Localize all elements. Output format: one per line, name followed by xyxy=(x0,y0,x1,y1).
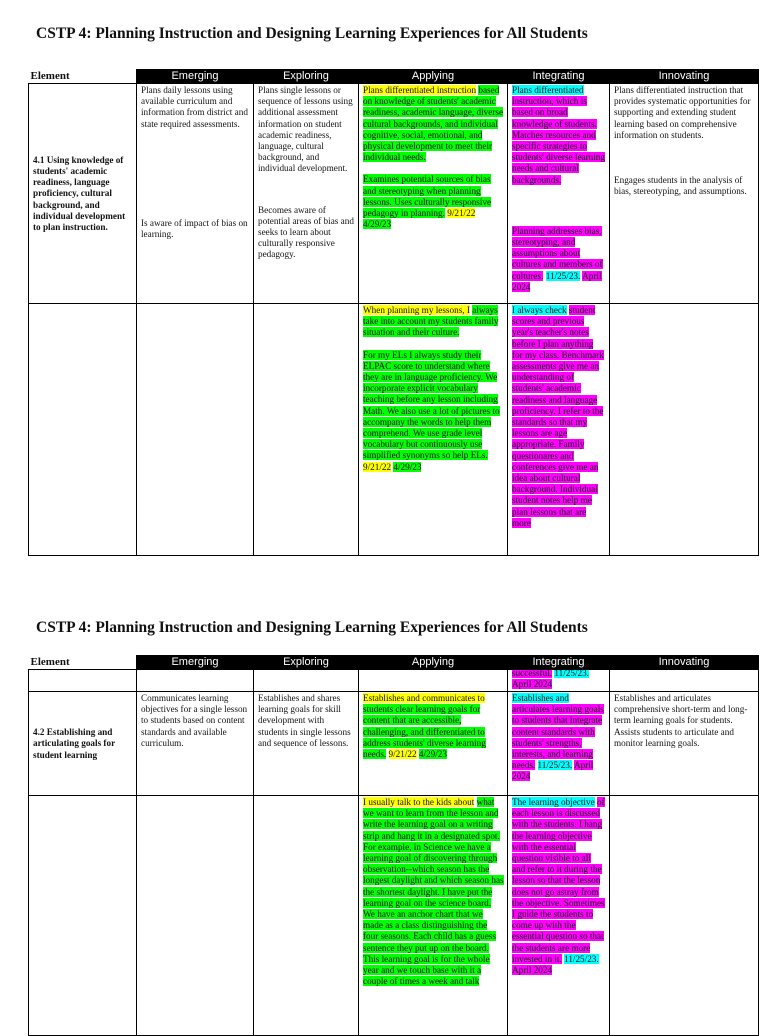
evidence-exploring-cell xyxy=(254,796,359,1036)
evidence-applying-cell xyxy=(359,796,508,1036)
evidence-emerging-cell xyxy=(137,796,254,1036)
integrating-bias-text: Planning addresses bias, stereotyping, and assumptions about cultures and members of cultures. xyxy=(512,225,603,281)
integrating-date-1: 11/25/23. xyxy=(537,760,573,771)
exploring-text: Establishes and shares learning goals for skill development with students in single lessons and sequence of lessons. xyxy=(258,693,351,748)
innovating-text-2: Engages students in the analysis of bias, stereotyping, and assumptions. xyxy=(614,175,747,197)
evidence-applying-cell xyxy=(359,304,508,556)
row-4-1 xyxy=(29,84,759,304)
col-innovating: Innovating xyxy=(610,656,759,670)
header-row xyxy=(29,70,759,84)
cell-exploring-4-1 xyxy=(254,84,359,304)
applying-highlight-yellow: Establishes and communicates to xyxy=(363,693,485,703)
evidence-integrating-magenta: student scores and previous year's teacher's notes before I plan anything for my class. Benchmark assessments give me an understanding of students' academic readiness and language proficiency. I refer to the standards so that my lessons are age appropriate. Family questionares and conferences give me an idea about cultural background. Individual student notes help me plan lessons that are more xyxy=(512,305,604,528)
evidence-exploring-cell xyxy=(254,304,359,556)
col-emerging: Emerging xyxy=(137,656,254,670)
evidence-integrating-cell xyxy=(508,304,610,556)
col-exploring: Exploring xyxy=(254,656,359,670)
evidence-element-cell xyxy=(29,304,137,556)
row-4-2-evidence xyxy=(29,796,759,1036)
element-4-2: 4.2 Establishing and articulating goals for student learning xyxy=(29,692,137,796)
evidence-innovating-cell xyxy=(610,304,759,556)
cell-innovating-4-1 xyxy=(610,84,759,304)
cell-integrating-4-1 xyxy=(508,84,610,304)
cont-integrating-date-1: 11/25/23. xyxy=(554,669,589,678)
col-innovating: Innovating xyxy=(610,70,759,84)
integrating-date-1: 11/25/23. xyxy=(545,270,581,281)
element-header: Element xyxy=(30,69,70,82)
cell-innovating-4-2 xyxy=(610,692,759,796)
integrating-date-2: April 2024 xyxy=(512,760,594,782)
innovating-text: Establishes and articulates comprehensive short-term and long-term learning goals for students. Assists students to articulate and monitor learning goals. xyxy=(614,693,748,748)
evidence-integrating-date-1: 11/25/23. xyxy=(564,953,599,964)
applying-date-1: 9/21/22 xyxy=(447,208,476,219)
evidence-applying-green: what we want to learn from the lesson and write the learning goal on a writing strip and hang it in a designated spot. For example, in Science we have a learning goal of discovering through observation--which season has the longest daylight and which season has the shortest daylight. I have put the learning goal on the science board. We have an anchor chart that we made as a class distinguishing the four seasons. Each child has a guess sentence they put up on the board. This learning goal is for the whole year and we touch base with it a couple of times a week and talk xyxy=(363,797,504,987)
continuation-row xyxy=(29,670,759,692)
cell-emerging-4-1 xyxy=(137,84,254,304)
cell-applying-4-2 xyxy=(359,692,508,796)
cell-exploring-4-2 xyxy=(254,692,359,796)
evidence-element-cell xyxy=(29,796,137,1036)
cont-applying-cell xyxy=(359,670,508,692)
evidence-emerging-cell xyxy=(137,304,254,556)
evidence-applying-els: For my ELs I always study their ELPAC score to understand where they are in language proficiency. We incorporate explicit vocabulary teaching before any lesson including Math. We also use a lot of pictures to accompany the words to help them comprehend. We use grade level vocabulary but continuously use simplified synonyms so help ELs. xyxy=(363,349,500,461)
cont-integrating-date-2: April 2024 xyxy=(512,679,553,690)
exploring-text-1: Plans single lessons or sequence of lessons using additional assessment information on student academic readiness, language, cultural background, and individual development. xyxy=(258,85,353,174)
evidence-applying-date-1: 9/21/22 xyxy=(363,461,392,472)
applying-date-2: 4/29/23 xyxy=(363,219,392,230)
evidence-integrating-cell xyxy=(508,796,610,1036)
rubric-table-4-1 xyxy=(28,69,759,556)
integrating-highlight-cyan: Plans differentiated xyxy=(512,85,584,95)
evidence-applying-green: always take into account my students family situation and their culture. xyxy=(363,305,499,338)
integrating-highlight-cyan: Establishes and xyxy=(512,693,569,703)
evidence-integrating-magenta: of each lesson is discussed with the students. I hang the learning objective with the essential question visible to all and refer to it during the lesson so that the lesson does not go astray from the objective. Sometimes I guide the students to come up with the essential question so that the students are more invested in it. xyxy=(512,797,605,964)
rubric-table-4-2 xyxy=(28,655,759,1036)
cont-emerging-cell xyxy=(137,670,254,692)
applying-highlight-green: students clear learning goals for content that are accessible, challenging, and differentiated to address students' diverse learning needs. xyxy=(363,704,486,760)
applying-highlight-green: based on knowledge of students' academic readiness, academic language, diverse cultural backgrounds, and individual cognitive, social, emotional, and physical development to meet their individual needs. xyxy=(363,85,504,163)
evidence-integrating-cyan: The learning objective xyxy=(512,797,595,807)
col-emerging: Emerging xyxy=(137,70,254,84)
element-header: Element xyxy=(30,655,70,668)
cont-innovating-cell xyxy=(610,670,759,692)
cont-exploring-cell xyxy=(254,670,359,692)
cont-integrating-cell xyxy=(508,670,610,692)
integrating-date-2: April 2024 xyxy=(512,270,602,292)
applying-date-2: 4/29/23 xyxy=(418,749,447,760)
col-integrating: Integrating xyxy=(508,656,610,670)
cell-applying-4-1 xyxy=(359,84,508,304)
row-4-1-evidence xyxy=(29,304,759,556)
header-row xyxy=(29,656,759,670)
emerging-text: Communicates learning objectives for a single lesson to students based on content standards and available curriculum. xyxy=(141,693,248,748)
applying-bias-text: Examines potential sources of bias and stereotyping when planning lessons. Uses culturally responsive pedagogy in planning. xyxy=(363,174,492,219)
cell-integrating-4-2 xyxy=(508,692,610,796)
evidence-applying-date-2: 4/29/23 xyxy=(393,461,422,472)
cont-integrating-text: successful. xyxy=(512,669,553,678)
integrating-highlight-magenta: instruction, which is based on broad knowledge of students. Matches resources and specific strategies to students' diverse learning needs and cultural backgrounds. xyxy=(512,96,605,185)
exploring-text-2: Becomes aware of potential areas of bias and seeks to learn about culturally responsive pedagogy. xyxy=(258,204,354,260)
evidence-integrating-cyan: I always check xyxy=(512,305,567,315)
innovating-text-1: Plans differentiated instruction that provides systematic opportunities for supporting and extending student learning based on comprehensive information on students. xyxy=(614,85,751,140)
evidence-innovating-cell xyxy=(610,796,759,1036)
applying-highlight-yellow: Plans differentiated instruction xyxy=(363,85,477,95)
col-exploring: Exploring xyxy=(254,70,359,84)
emerging-text-2: Is aware of impact of bias on learning. xyxy=(141,217,248,240)
col-applying: Applying xyxy=(359,656,508,670)
row-4-2 xyxy=(29,692,759,796)
cont-element-cell xyxy=(29,670,137,692)
evidence-applying-yellow: I usually talk to the kids about xyxy=(363,797,475,807)
element-4-1: 4.1 Using knowledge of students' academic readiness, language proficiency, cultural background, and individual development to plan instruction. xyxy=(29,84,137,304)
emerging-text-1: Plans daily lessons using available curriculum and information from district and state required assessments. xyxy=(141,85,248,129)
evidence-applying-yellow: When planning my lessons, I xyxy=(363,305,470,315)
col-applying: Applying xyxy=(359,70,508,84)
page1-title: CSTP 4: Planning Instruction and Designing Learning Experiences for All Students xyxy=(36,25,588,42)
integrating-highlight-magenta: articulates learning goals to students that integrate content standards with students' strengths, interests, and learning needs. xyxy=(512,704,604,771)
col-integrating: Integrating xyxy=(508,70,610,84)
applying-date-1: 9/21/22 xyxy=(388,749,417,760)
page2-title: CSTP 4: Planning Instruction and Designing Learning Experiences for All Students xyxy=(36,619,588,636)
cell-emerging-4-2 xyxy=(137,692,254,796)
evidence-integrating-date-2: April 2024 xyxy=(512,965,553,976)
